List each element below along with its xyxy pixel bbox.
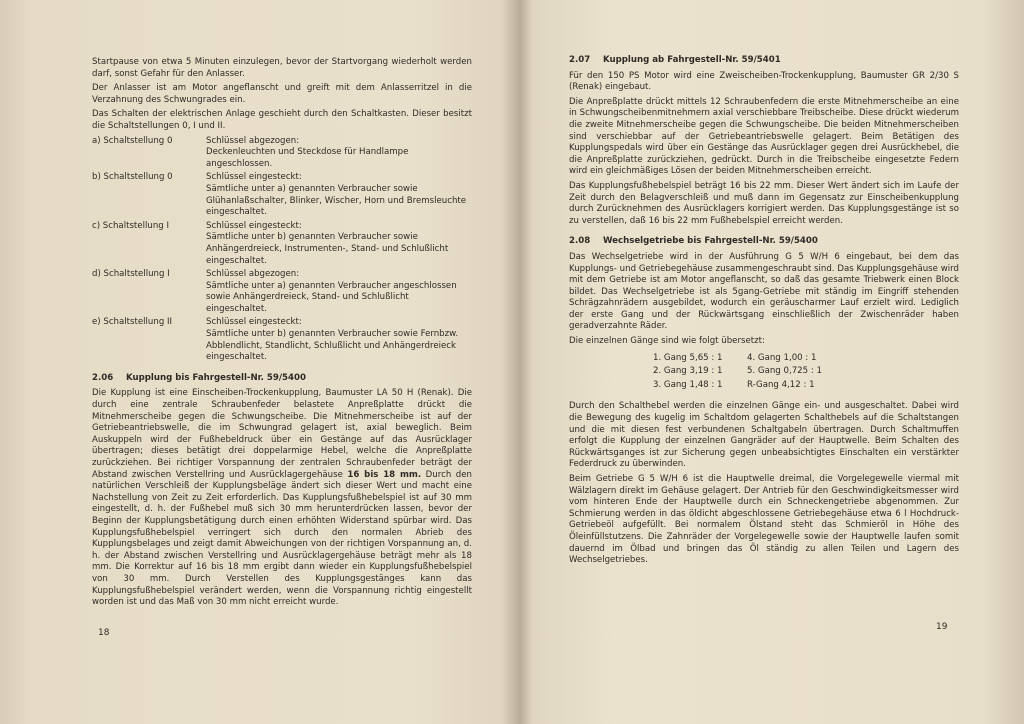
paragraph: Für den 150 PS Motor wird eine Zweischeiben-Trockenkupplung, Baumuster GR 2/30 S (Renak) eingebaut.	[569, 70, 959, 93]
gear-ratio-table	[653, 353, 959, 392]
switch-state: Schlüssel eingesteckt:	[206, 317, 302, 328]
gear-ratio: 5. Gang 0,725 : 1	[747, 366, 822, 377]
switch-position-b	[92, 172, 472, 218]
section-heading-207	[569, 55, 959, 67]
switch-label: b) Schaltstellung 0	[92, 172, 173, 183]
right-page	[514, 0, 1024, 724]
page-number: 19	[936, 622, 948, 632]
section-number: 2.07	[569, 55, 591, 65]
paragraph: Das Wechselgetriebe wird in der Ausführung G 5 W/H 6 eingebaut, bei dem das Kupplungs- und Getriebegehäuse zusammengeschraubt sind. Das Kupplungsgehäuse wird mit dem Getriebe ist am Motor angeflanscht, so daß das gesamte Triebwerk einen Block bildet. Das Wechselgetriebe ist als 5gang-Getriebe mit ständig im Eingriff stehenden Schrägzahnrädern ausgebildet, wodurch ein geräuscharmer Lauf erzielt wird. Lediglich der erste Gang und der Rückwärtsgang einschließlich der Zwischenräder haben geradverzahnte Räder.	[569, 251, 959, 332]
gear-ratio: 4. Gang 1,00 : 1	[747, 352, 817, 363]
body-text: Die Kupplung ist eine Einscheiben-Trockenkupplung, Baumuster LA 50 H (Renak). Die durch eine zentrale Schraubenfeder belastete Anpreßplatte drückt die Mitnehmerscheibe gegen die Schwungscheibe. Die Mitnehmerscheibe ist auf der Getriebeantriebswelle, die im Schwungrad gelagert ist, axial beweglich. Beim Auskuppeln wird der Fußhebeldruck über ein Gestänge auf das Ausrücklager übertragen; dieses betätigt drei doppelarmige Hebel, welche die Anpreßplatte zurückziehen. Bei richtiger Vorspannung der zentralen Schraubenfeder beträgt der Abstand zwischen Verstellring und Ausrücklagergehäuse	[92, 388, 472, 480]
switch-position-a	[92, 136, 472, 171]
section-206-body	[92, 388, 472, 608]
right-text-column	[569, 55, 959, 570]
switch-desc: Sämtliche unter b) genannten Verbraucher sowie Anhängerdreieck, Instrumenten-, Stand- und Schlußlicht eingeschaltet.	[206, 232, 449, 266]
switch-label: d) Schaltstellung I	[92, 269, 170, 280]
switch-desc: Sämtliche unter b) genannten Verbraucher sowie Fernbzw. Abblendlicht, Standlicht, Schlußlicht und Anhängerdreieck eingeschaltet.	[206, 329, 459, 363]
gear-ratio: R-Gang 4,12 : 1	[747, 379, 815, 390]
section-heading-208	[569, 236, 959, 248]
switch-label: c) Schaltstellung I	[92, 220, 169, 231]
body-text: Durch den natürlichen Verschleiß der Kupplungsbeläge ändert sich dieser Wert und macht eine Nachstellung von Zeit zu Zeit erforderlich. Das Kupplungsfußhebelspiel ist auf 30 mm eingestellt, d. h. der Fußhebel muß sich 30 mm herunterdrücken lassen, bevor der Beginn der Kupplungsbetätigung durch einen erhöhten Widerstand spürbar wird. Das Kupplungsfußhebelspiel verringert sich durch den normalen Abrieb des Kupplungsbelages und zeigt damit Abweichungen von der richtigen Vorspannung an, d. h. der Abstand zwischen Verstellring und Ausrücklagergehäuse beträgt mehr als 18 mm. Die Korrektur auf 16 bis 18 mm ergibt dann wieder ein Kupplungsfußhebelspiel von 30 mm. Durch Verstellen des Kupplungsgestänges kann das Kupplungsfußhebelspiel verändert werden, wenn die Vorspannung richtig eingestellt worden ist und das Maß von 30 mm nicht erreicht wurde.	[92, 469, 472, 608]
paragraph: Das Schalten der elektrischen Anlage geschieht durch den Schaltkasten. Dieser besitzt die Schaltstellungen 0, I und II.	[92, 109, 472, 131]
section-title: Wechselgetriebe bis Fahrgestell-Nr. 59/5400	[603, 236, 818, 247]
paragraph: Startpause von etwa 5 Minuten einzulegen, bevor der Startvorgang wiederholt werden darf, sonst Gefahr für den Anlasser.	[92, 57, 472, 79]
paragraph: Das Kupplungsfußhebelspiel beträgt 16 bis 22 mm. Dieser Wert ändert sich im Laufe der Zeit durch den Belagverschleiß und muß dann im Gegensatz zur Einscheibenkupplung durch Zurücknehmen des Ausrücklagers korrigiert werden. Das Kupplungsgestänge ist so zu verstellen, daß 16 bis 22 mm Fußhebelspiel erreicht werden.	[569, 180, 959, 226]
gear-ratio: 1. Gang 5,65 : 1	[653, 352, 723, 363]
switch-state: Schlüssel eingesteckt:	[206, 220, 302, 231]
page-number: 18	[98, 628, 110, 638]
section-number: 2.08	[569, 236, 591, 247]
switch-label: a) Schaltstellung 0	[92, 135, 173, 146]
body-text-bold: 16 bis 18 mm.	[347, 469, 422, 480]
switch-desc: Sämtliche unter a) genannten Verbraucher angeschlossen sowie Anhängerdreieck, Stand- und Schlußlicht eingeschaltet.	[206, 280, 457, 314]
left-text-column	[92, 57, 472, 612]
section-heading-206	[92, 373, 472, 385]
paragraph: Durch den Schalthebel werden die einzelnen Gänge ein- und ausgeschaltet. Dabei wird die Bewegung des kugelig im Schaltdom gelagerten Schalthebels auf die Schaltstangen und die mit diesen fest verbundenen Schaltgabeln übertragen. Durch Schaltmuffen erfolgt die Kupplung der einzelnen Gangräder auf der Hauptwelle. Beim Schalten des Rückwärtsganges ist zur Sicherung gegen unbeabsichtigtes Einschalten ein verstärkter Federdruck zu überwinden.	[569, 401, 959, 470]
section-title: Kupplung bis Fahrgestell-Nr. 59/5400	[126, 372, 306, 383]
switch-position-e	[92, 317, 472, 363]
paragraph: Die einzelnen Gänge sind wie folgt übersetzt:	[569, 336, 765, 347]
switch-desc: Sämtliche unter a) genannten Verbraucher sowie Glühanlaßschalter, Blinker, Wischer, Horn und Bremsleuchte eingeschaltet.	[206, 183, 467, 218]
switch-state: Schlüssel abgezogen:	[206, 269, 300, 280]
section-title: Kupplung ab Fahrgestell-Nr. 59/5401	[603, 55, 781, 65]
paragraph: Der Anlasser ist am Motor angeflanscht und greift mit dem Anlasserritzel in die Verzahnung des Schwungrades ein.	[92, 83, 472, 105]
gear-ratio: 3. Gang 1,48 : 1	[653, 379, 723, 390]
section-number: 2.06	[92, 372, 114, 383]
switch-position-d	[92, 269, 472, 315]
gear-ratio: 2. Gang 3,19 : 1	[653, 366, 723, 377]
switch-state: Schlüssel eingesteckt:	[206, 172, 302, 183]
switch-position-c	[92, 221, 472, 267]
switch-desc: Deckenleuchten und Steckdose für Handlampe angeschlossen.	[206, 147, 409, 169]
switch-state: Schlüssel abgezogen:	[206, 135, 300, 146]
paragraph: Beim Getriebe G 5 W/H 6 ist die Hauptwelle dreimal, die Vorgelegewelle viermal mit Wälzlagern direkt im Gehäuse gelagert. Der Antrieb für den Geschwindigkeitsmesser wird vom hinteren Ende der Hauptwelle durch ein Schneckengetriebe abgenommen. Zur Schmierung werden in das öldicht abgeschlossene Getriebegehäuse etwa 6 l Hochdruck-Getriebeöl aufgefüllt. Bei normalem Ölstand steht das Schmieröl in Höhe des Öleinfüllstutzens. Die Zahnräder der Vorgelegewelle sowie der Hauptwelle laufen somit dauernd im Ölbad und bringen das Öl ständig zu allen Teilen und Lagern des Wechselgetriebes.	[569, 474, 959, 566]
switch-label: e) Schaltstellung II	[92, 317, 173, 328]
paragraph: Die Anpreßplatte drückt mittels 12 Schraubenfedern die erste Mitnehmerscheibe an eine in Schwungscheibenmitnehmern axial verschiebbare Treibscheibe. Diese drückt wiederum die zweite Mitnehmerscheibe gegen die Schwungscheibe. Die beiden Mitnehmerscheiben sind verschiebbar auf der Getriebeantriebswelle gelagert. Beim Betätigen des Kupplungspedals wird über ein Gestänge das Ausrücklager gegen drei Ausrückhebel, die die Anpreßplatte zurückziehen, gedrückt. Durch in die Treibscheibe eingesetzte Federn wird ein gleichmäßiges Lösen der beiden Mitnehmerscheiben erreicht.	[569, 96, 959, 177]
